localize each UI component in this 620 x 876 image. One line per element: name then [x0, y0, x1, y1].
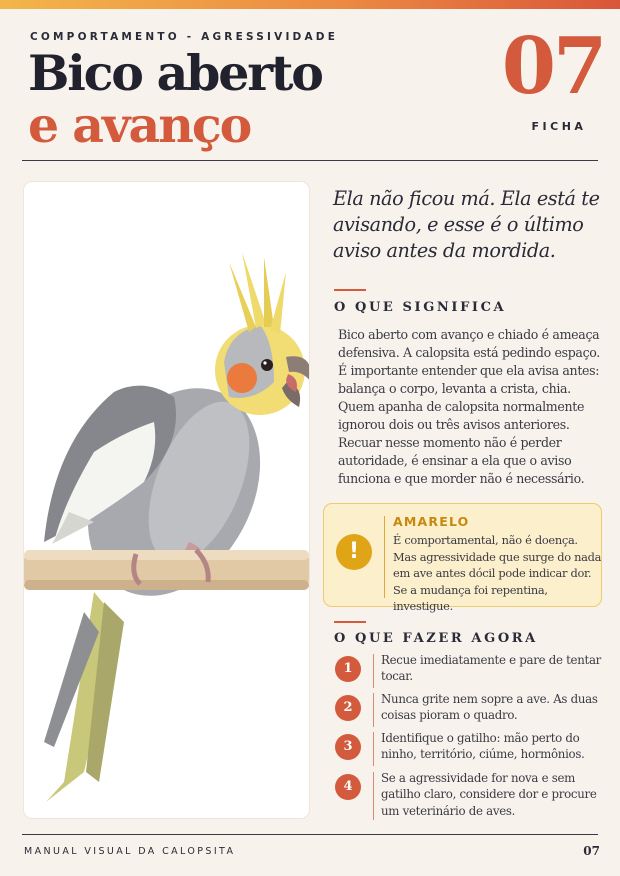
step-divider [373, 693, 374, 727]
step-number: 1 [335, 656, 361, 682]
pull-quote: Ela não ficou má. Ela está te avisando, e esse é o último aviso antes da mordida. [333, 187, 600, 262]
page-title-line-2: e avanço [28, 96, 251, 154]
step-divider [373, 654, 374, 688]
footer-title: MANUAL VISUAL DA CALOPSITA [24, 846, 236, 857]
alert-text: É comportamental, não é doença. Mas agressividade que surge do nada em ave antes dócil pode indicar dor. Se a mudança foi repentina, investigue. [393, 533, 602, 614]
sheet-label: FICHA [531, 120, 587, 133]
step-text: Se a agressividade for nova e sem gatilho claro, considere dor e procure um veterinário de aves. [381, 771, 597, 818]
sheet-number: 07 [501, 21, 605, 112]
alert-title: AMARELO [393, 514, 470, 529]
section-heading-meaning: O QUE SIGNIFICA [334, 300, 507, 315]
top-gradient-bar [0, 0, 620, 9]
step-text: Identifique o gatilho: mão perto do ninho, território, ciúme, hormônios. [381, 731, 585, 762]
step-text: Nunca grite nem sopre a ave. As duas coisas pioram o quadro. [381, 692, 598, 723]
page-title-line-1: Bico aberto [28, 44, 322, 102]
section-accent-line [334, 289, 366, 291]
cockatiel-illustration [24, 182, 309, 818]
category-kicker: COMPORTAMENTO - AGRESSIVIDADE [30, 31, 339, 43]
header-divider [22, 160, 598, 161]
exclamation-icon: ! [336, 534, 372, 570]
alert-divider [384, 516, 385, 598]
step-number: 4 [335, 774, 361, 800]
step-text: Recue imediatamente e pare de tentar tocar. [381, 653, 602, 684]
step-divider [373, 772, 374, 820]
section-heading-actions: O QUE FAZER AGORA [334, 631, 538, 646]
step-number: 2 [335, 695, 361, 721]
step-divider [373, 732, 374, 766]
page-number: 07 [583, 844, 600, 858]
meaning-paragraph: Bico aberto com avanço e chiado é ameaça defensiva. A calopsita está pedindo espaço. É importante entender que ela avisa antes: balança o corpo, levanta a crista, chia. Quem apanha de calopsita normalmente ignorou dois ou três avisos anteriores. Recuar nesse momento não é perder autoridade, é ensinar a ela que o aviso funciona e que morder não é necessário. [338, 327, 600, 486]
section-accent-line [334, 621, 366, 623]
cockatiel-photo [24, 182, 309, 818]
step-number: 3 [335, 734, 361, 760]
alert-box [323, 503, 602, 614]
footer-divider [22, 834, 598, 835]
